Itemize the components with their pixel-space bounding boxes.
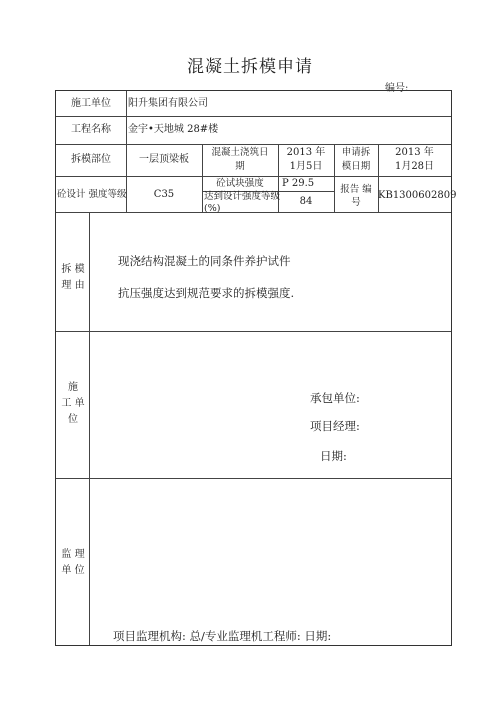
formwork-part-value: 一层顶梁板 — [139, 154, 189, 165]
row-divider — [56, 116, 451, 117]
report-no-label: 报告 编 — [340, 184, 372, 195]
supervision-footer: 项目监理机构: 总/专业监理机工程师: 日期: — [113, 629, 332, 643]
row-divider — [56, 212, 451, 213]
specimen-strength-value: P 29.5 — [282, 178, 315, 189]
row-divider — [56, 176, 451, 177]
design-strength-label: 砼设计 强度等级 — [57, 189, 127, 200]
form-table — [55, 90, 457, 646]
percent-label: (%) — [204, 203, 221, 214]
design-strength-value: C35 — [153, 189, 175, 200]
construction-date-label: 日期: — [320, 449, 347, 463]
contractor-label: 承包单位: — [310, 391, 360, 405]
project-manager-label: 项目经理: — [310, 419, 360, 433]
pour-date-label: 混凝土浇筑日 — [211, 147, 269, 158]
reason-label: 拆 模 — [61, 264, 85, 275]
apply-date-label: 申请拆 — [341, 147, 371, 158]
report-no-value: KB1300602809 — [378, 190, 457, 201]
row-divider — [56, 144, 451, 145]
apply-date-label: 模日期 — [341, 161, 371, 172]
specimen-strength-label: 砼试块强度 — [216, 178, 264, 189]
project-name-label: 工程名称 — [71, 124, 111, 135]
reason-line: 抗压强度达到规范要求的拆模强度. — [118, 286, 295, 300]
construction-label: 工 单 — [61, 398, 85, 409]
project-name-value: 金宇•天地城 28#楼 — [128, 124, 219, 135]
construction-unit-label: 施工单位 — [71, 98, 111, 109]
report-no-label: 号 — [351, 197, 361, 208]
apply-date-value: 1月28日 — [394, 161, 435, 172]
pour-date-value: 1月5日 — [289, 161, 323, 172]
row-divider — [56, 478, 451, 479]
pour-date-value: 2013 年 — [286, 147, 326, 158]
apply-date-value: 2013 年 — [395, 147, 434, 158]
supervision-label: 单 位 — [61, 565, 85, 576]
construction-unit-value: 阳升集团有限公司 — [128, 98, 208, 109]
pour-date-label: 期 — [235, 161, 245, 172]
reason-line: 现浇结构混凝土的同条件养护试件 — [118, 254, 291, 268]
formwork-part-label: 拆模部位 — [71, 154, 111, 165]
percent-value: 84 — [299, 196, 313, 207]
page-title: 混凝土拆模申请 — [187, 57, 313, 77]
supervision-label: 监 理 — [61, 549, 85, 560]
reason-label: 理 由 — [61, 280, 85, 291]
row-divider — [56, 331, 451, 332]
construction-label: 施 — [68, 382, 78, 393]
percent-label: 达到设计强度等级 — [204, 191, 281, 202]
serial-label: 编号: — [385, 83, 409, 94]
construction-label: 位 — [68, 414, 78, 425]
